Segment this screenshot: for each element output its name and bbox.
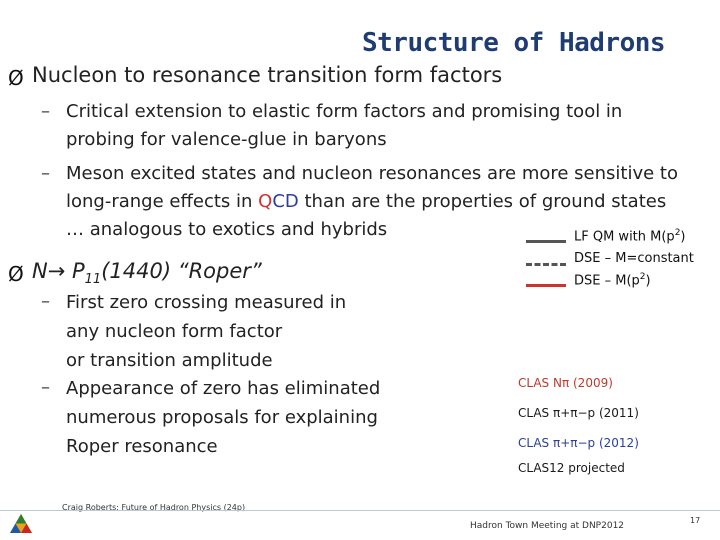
footer-author: Craig Roberts: Future of Hadron Physics (24p) bbox=[62, 503, 246, 512]
sub-bullet-2-1-line3: or transition amplitude bbox=[66, 350, 273, 371]
qcd-q: Q bbox=[258, 191, 273, 212]
legend-item-1 bbox=[574, 228, 686, 244]
sub-bullet-1-2-line3: … analogous to exotics and hybrids bbox=[66, 219, 388, 240]
sub-bullet-1-1-line1: Critical extension to elastic form factors and promising tool in bbox=[66, 101, 623, 122]
legend-item-2: DSE – M=constant bbox=[574, 251, 694, 266]
sub-bullet-1-2-line2 bbox=[66, 188, 706, 216]
text-run: (1440) “Roper” bbox=[101, 259, 262, 283]
legend-sup: 2 bbox=[639, 272, 646, 282]
clas-label-4: CLAS12 projected bbox=[518, 461, 625, 475]
footer-meeting: Hadron Town Meeting at DNP2012 bbox=[470, 521, 625, 531]
clas-label-3: CLAS π+π−p (2012) bbox=[518, 436, 639, 450]
sub-bullet-2-1-line2: any nucleon form factor bbox=[66, 321, 283, 342]
legend-sup: 2 bbox=[674, 228, 681, 238]
logo-icon bbox=[8, 512, 34, 536]
legend-text: DSE – M(p bbox=[574, 273, 640, 289]
dash-icon: – bbox=[41, 291, 50, 312]
dash-icon: – bbox=[41, 377, 50, 398]
sub-bullet-2-1-line1: First zero crossing measured in bbox=[66, 292, 347, 313]
legend-end: ) bbox=[645, 273, 651, 289]
text-run: than are the properties of ground states bbox=[298, 191, 667, 212]
clas-label-1: CLAS Nπ (2009) bbox=[518, 376, 613, 390]
legend-line-dashed-gray bbox=[526, 263, 566, 266]
text-run: long-range effects in bbox=[66, 191, 259, 212]
dash-icon: – bbox=[41, 163, 50, 184]
legend-item-3 bbox=[574, 272, 651, 288]
sub-bullet-1-1-line2: probing for valence-glue in baryons bbox=[66, 129, 387, 150]
sub-bullet-1-2-line1: Meson excited states and nucleon resonances are more sensitive to bbox=[66, 163, 678, 184]
sub-bullet-2-1 bbox=[66, 288, 346, 375]
bullet-1-text: Nucleon to resonance transition form factors bbox=[32, 63, 503, 87]
legend-line-solid-gray bbox=[526, 240, 566, 243]
sub-bullet-2-2-line1: Appearance of zero has eliminated bbox=[66, 378, 381, 399]
slide-title: Structure of Hadrons bbox=[362, 28, 666, 58]
legend-text: LF QM with M(p bbox=[574, 229, 675, 245]
bullet-2-text bbox=[32, 259, 262, 287]
clas-label-2: CLAS π+π−p (2011) bbox=[518, 406, 639, 420]
sub-bullet-2-2-line3: Roper resonance bbox=[66, 436, 218, 457]
footer-rule bbox=[0, 510, 720, 511]
legend-line-solid-red bbox=[526, 284, 566, 287]
qcd-cd: CD bbox=[272, 191, 299, 212]
sub-bullet-1-1 bbox=[66, 98, 706, 154]
text-run: N→ P bbox=[32, 259, 85, 283]
sub-bullet-2-2 bbox=[66, 374, 380, 461]
sub-bullet-2-2-line2: numerous proposals for explaining bbox=[66, 407, 378, 428]
dash-icon: – bbox=[41, 101, 50, 122]
subscript: 11 bbox=[84, 272, 102, 288]
legend-end: ) bbox=[680, 229, 686, 245]
bullet-arrow-icon: Ø bbox=[8, 66, 24, 90]
bullet-arrow-icon: Ø bbox=[8, 262, 24, 286]
page-number: 17 bbox=[690, 516, 701, 525]
